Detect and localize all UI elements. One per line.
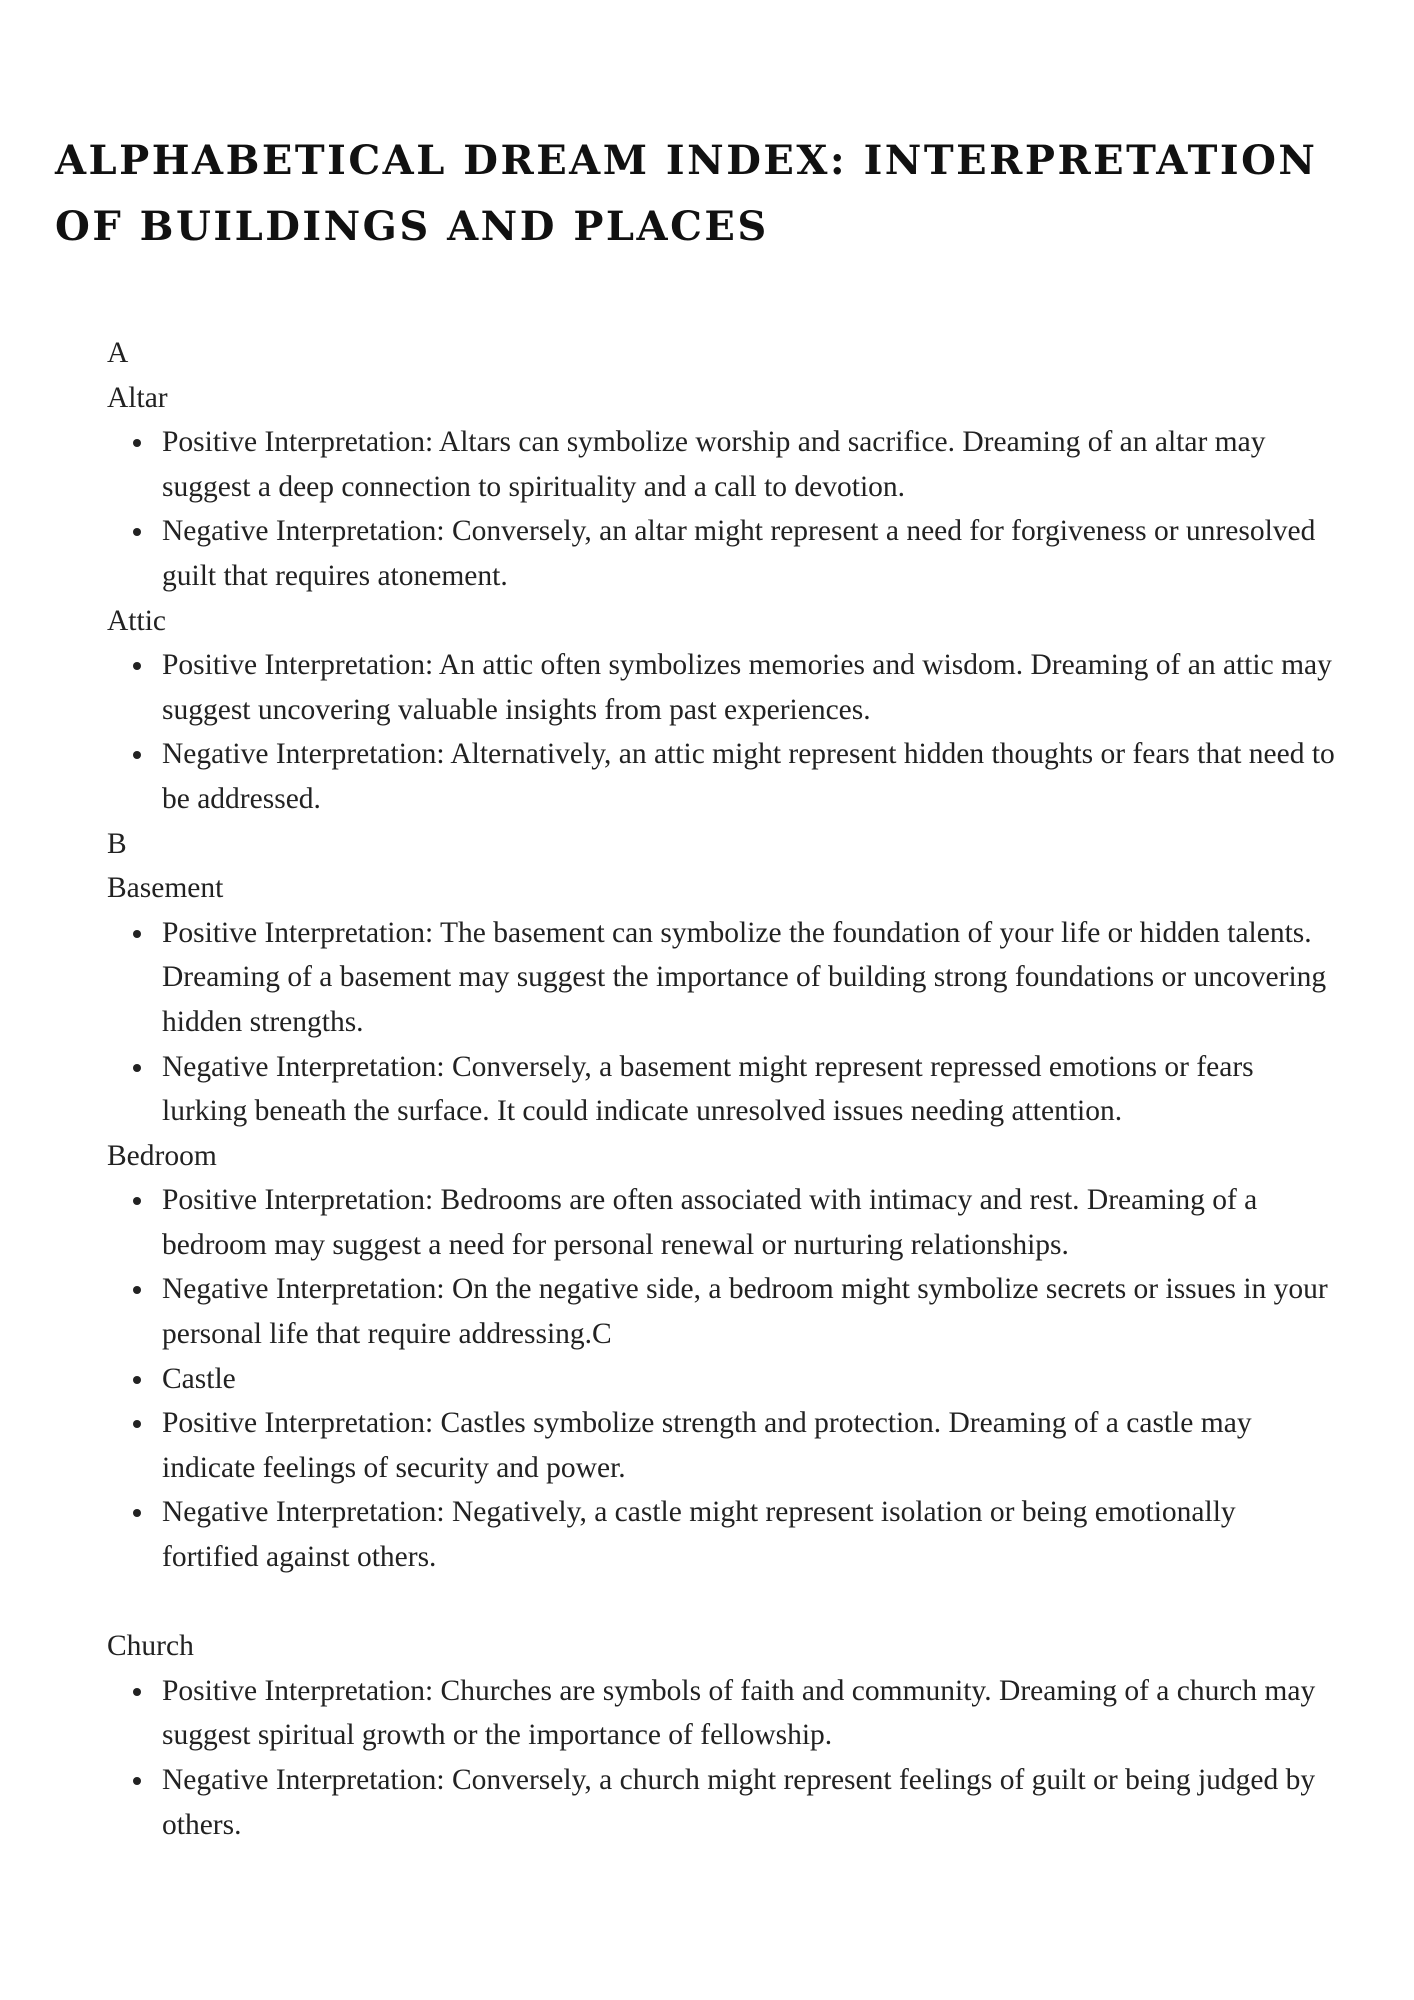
entry-heading-altar: Altar bbox=[107, 381, 168, 414]
list-item: Negative Interpretation: Conversely, a basement might represent repressed emotions or fears lurking beneath the surface. It could indicate unresolved issues needing attention. bbox=[162, 1045, 1337, 1134]
attic-interpretations bbox=[107, 643, 1337, 821]
altar-interpretations bbox=[107, 420, 1337, 598]
entry-heading-basement: Basement bbox=[107, 872, 224, 905]
list-item: Negative Interpretation: Conversely, an altar might represent a need for forgiveness or unresolved guilt that requires atonement. bbox=[162, 509, 1337, 598]
list-item: Negative Interpretation: Conversely, a church might represent feelings of guilt or being judged by others. bbox=[162, 1758, 1337, 1847]
page-title: ALPHABETICAL DREAM INDEX: INTERPRETATION OF BUILDINGS AND PLACES bbox=[55, 137, 1318, 250]
list-item: Negative Interpretation: Alternatively, an attic might represent hidden thoughts or fears that need to be addressed. bbox=[162, 732, 1337, 821]
list-item: Negative Interpretation: On the negative side, a bedroom might symbolize secrets or issues in your personal life that require addressing.C bbox=[162, 1267, 1337, 1356]
entry-heading-bedroom: Bedroom bbox=[107, 1139, 217, 1172]
list-item: Positive Interpretation: Altars can symbolize worship and sacrifice. Dreaming of an altar may suggest a deep connection to spirituality and a call to devotion. bbox=[162, 420, 1337, 509]
list-item: Negative Interpretation: Negatively, a castle might represent isolation or being emotionally fortified against others. bbox=[162, 1490, 1337, 1579]
dream-index-content bbox=[107, 331, 1337, 1847]
list-item: Castle bbox=[162, 1357, 1337, 1402]
list-item: Positive Interpretation: An attic often symbolizes memories and wisdom. Dreaming of an attic may suggest uncovering valuable insights from past experiences. bbox=[162, 643, 1337, 732]
section-letter-a: A bbox=[107, 337, 129, 369]
blank-line bbox=[107, 1580, 1337, 1625]
list-item: Positive Interpretation: Churches are symbols of faith and community. Dreaming of a church may suggest spiritual growth or the importance of fellowship. bbox=[162, 1669, 1337, 1758]
bedroom-interpretations bbox=[107, 1178, 1337, 1579]
list-item: Positive Interpretation: Castles symbolize strength and protection. Dreaming of a castle may indicate feelings of security and power. bbox=[162, 1401, 1337, 1490]
church-interpretations bbox=[107, 1669, 1337, 1847]
entry-heading-attic: Attic bbox=[107, 604, 166, 637]
entry-heading-church: Church bbox=[107, 1630, 194, 1663]
list-item: Positive Interpretation: The basement can symbolize the foundation of your life or hidden talents. Dreaming of a basement may suggest the importance of building strong foundations or uncovering hidden strengths. bbox=[162, 911, 1337, 1045]
list-item: Positive Interpretation: Bedrooms are often associated with intimacy and rest. Dreaming of a bedroom may suggest a need for personal renewal or nurturing relationships. bbox=[162, 1178, 1337, 1267]
basement-interpretations bbox=[107, 911, 1337, 1134]
section-letter-b: B bbox=[107, 827, 127, 860]
